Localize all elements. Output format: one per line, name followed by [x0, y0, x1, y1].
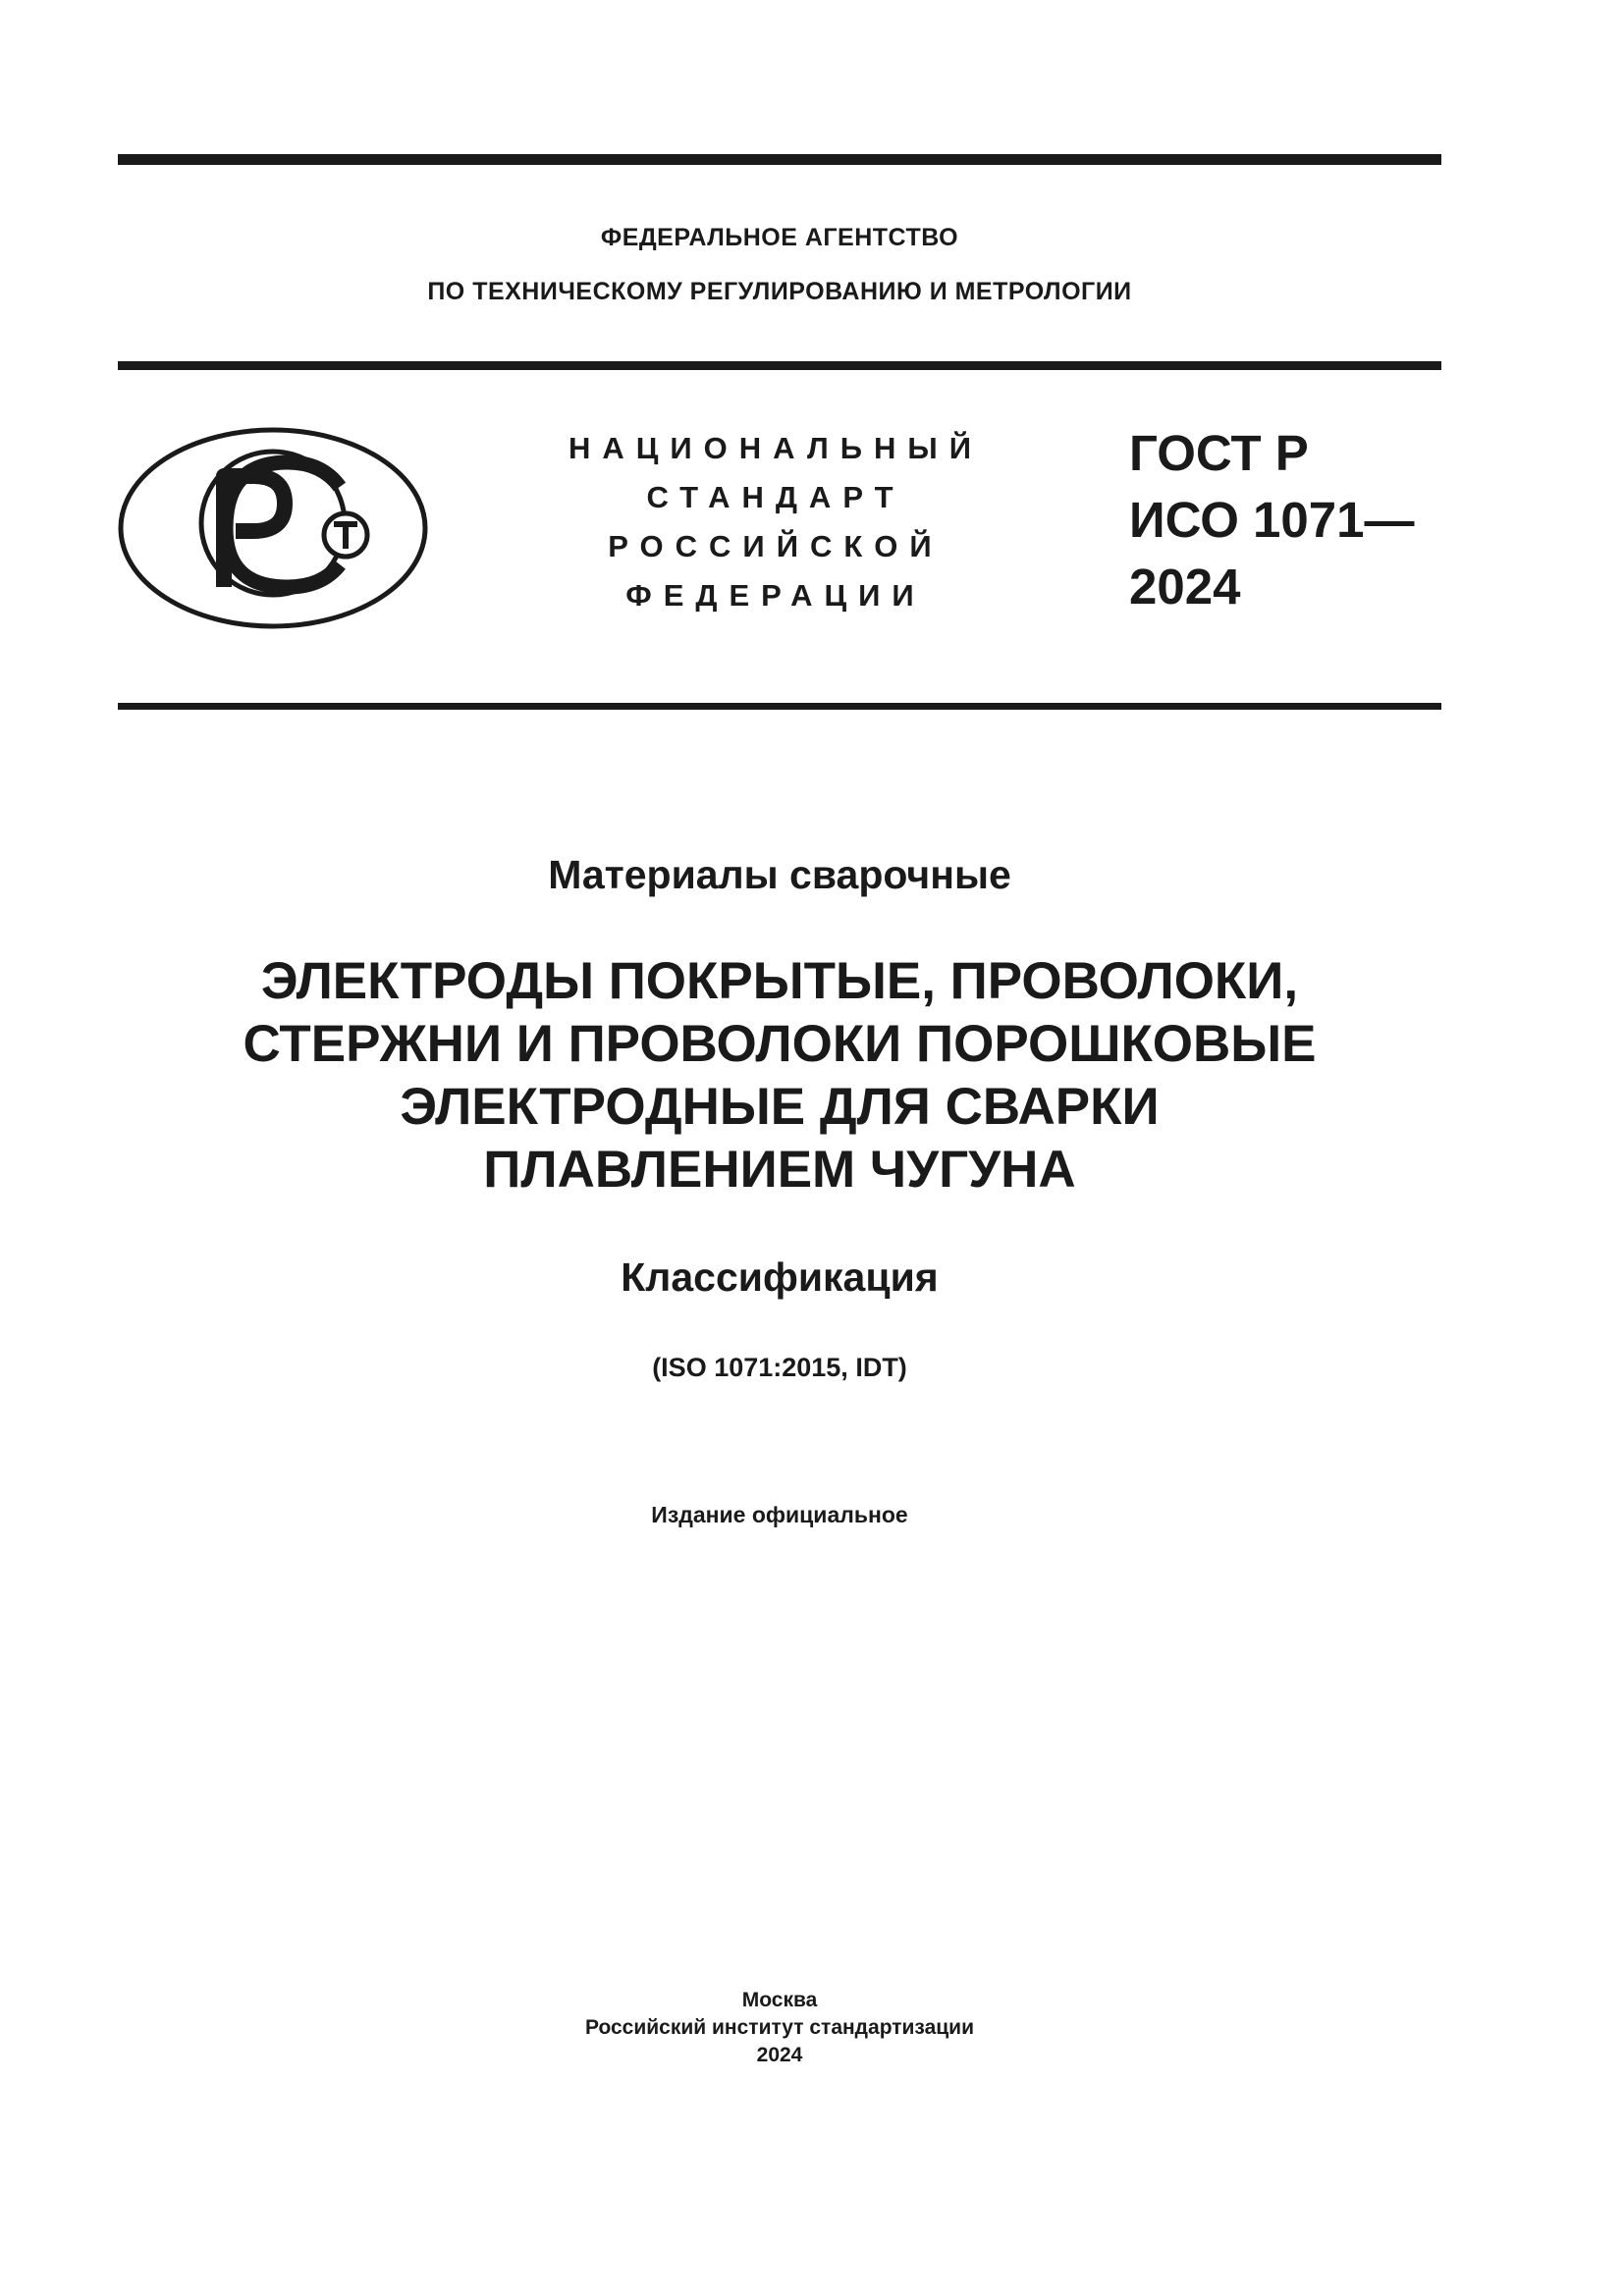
title-line: СТЕРЖНИ И ПРОВОЛОКИ ПОРОШКОВЫЕ — [243, 1015, 1317, 1073]
document-subtitle: Материалы сварочные — [548, 852, 1011, 897]
title-line: ЭЛЕКТРОДНЫЕ ДЛЯ СВАРКИ — [400, 1078, 1160, 1136]
masthead-bottom-rule — [118, 703, 1441, 710]
standard-designation — [1129, 420, 1415, 620]
footer-publisher: Российский институт стандартизации — [584, 2016, 975, 2039]
national-standard-label — [550, 424, 1001, 620]
agency-name-line1: ФЕДЕРАЛЬНОЕ АГЕНТСТВО — [600, 224, 959, 251]
footer-year: 2024 — [756, 2044, 803, 2066]
document-title — [118, 950, 1441, 1201]
top-rule — [118, 154, 1441, 165]
national-standard-line: СТАНДАРТ — [646, 480, 905, 514]
title-line: ПЛАВЛЕНИЕМ ЧУГУНА — [483, 1141, 1076, 1199]
national-standard-line: РОССИЙСКОЙ — [608, 529, 944, 563]
edition-note: Издание официальное — [651, 1502, 908, 1527]
rst-gost-emblem-icon — [116, 425, 430, 631]
agency-name-line2: ПО ТЕХНИЧЕСКОМУ РЕГУЛИРОВАНИЮ И МЕТРОЛОГИИ — [427, 278, 1132, 305]
designation-line: ИСО 1071— — [1129, 492, 1415, 548]
title-line: ЭЛЕКТРОДЫ ПОКРЫТЫЕ, ПРОВОЛОКИ, — [260, 952, 1299, 1010]
footer-city: Москва — [741, 1989, 818, 2011]
header-rule — [118, 361, 1441, 370]
document-classification: Классификация — [621, 1255, 939, 1300]
designation-line: ГОСТ Р — [1129, 425, 1309, 481]
iso-reference: (ISO 1071:2015, IDT) — [652, 1353, 907, 1382]
national-standard-line: НАЦИОНАЛЬНЫЙ — [568, 431, 984, 465]
national-standard-line: ФЕДЕРАЦИИ — [625, 578, 926, 613]
publisher-footer — [118, 1987, 1441, 2069]
designation-line: 2024 — [1129, 559, 1241, 614]
